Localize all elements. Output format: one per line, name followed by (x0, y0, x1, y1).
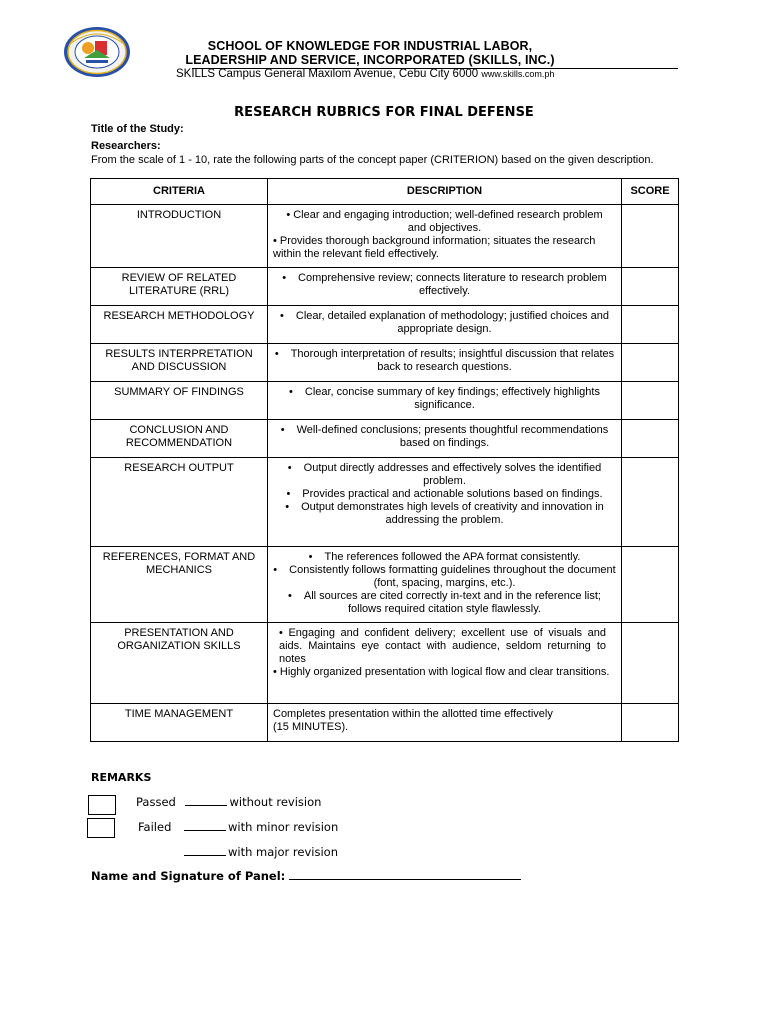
description-cell (268, 458, 622, 547)
criteria-text: RESULTS INTERPRETATION (105, 348, 253, 360)
description-item (273, 501, 616, 527)
criteria-text: INTRODUCTION (136, 209, 222, 221)
minor-revision-blank[interactable] (184, 820, 226, 831)
criteria-text: REFERENCES, FORMAT AND (102, 551, 256, 563)
description-item (273, 424, 616, 450)
description-cell (268, 205, 622, 268)
description-item (273, 462, 616, 488)
criteria-text: CONCLUSION AND (129, 424, 229, 436)
score-cell[interactable] (622, 382, 679, 420)
option-without-revision: without revision (229, 795, 322, 809)
remark-option-passed (136, 795, 321, 809)
table-row (91, 420, 679, 458)
description-item (273, 272, 616, 298)
table-header-row (91, 179, 679, 205)
description-item (273, 564, 616, 590)
criteria-cell (91, 268, 268, 306)
criteria-cell (91, 205, 268, 268)
score-cell[interactable] (622, 623, 679, 704)
criteria-cell (91, 458, 268, 547)
description-text: Output directly addresses and effectively solves the identified problem. (303, 462, 602, 487)
table-row (91, 268, 679, 306)
description-cell (268, 623, 622, 704)
description-text: • Provides thorough background information; situates the research within the relevant field effectively. (273, 235, 596, 260)
description-list (273, 386, 616, 412)
description-text: All sources are cited correctly in-text and in the reference list; follows required citation style flawlessly. (303, 590, 601, 615)
table-row (91, 704, 679, 742)
description-cell (268, 382, 622, 420)
passed-blank[interactable] (185, 795, 227, 806)
score-cell[interactable] (622, 205, 679, 268)
criteria-text: MECHANICS (145, 564, 212, 576)
description-text: (15 MINUTES). (273, 721, 349, 733)
description-list (273, 272, 616, 298)
score-cell[interactable] (622, 420, 679, 458)
criteria-cell (91, 344, 268, 382)
criteria-cell (91, 623, 268, 704)
description-text: Output demonstrates high levels of creativity and innovation in addressing the problem. (301, 501, 604, 526)
description-text: • Clear and engaging introduction; well-defined research problem and objectives. (286, 209, 603, 234)
table-row (91, 205, 679, 268)
criteria-text: REVIEW OF RELATED (121, 272, 237, 284)
description-text: • Engaging and confident delivery; excellent use of visuals and aids. Maintains eye contact with audience, seldom returning to notes (279, 627, 606, 665)
criteria-text: RESEARCH METHODOLOGY (103, 310, 255, 322)
score-cell[interactable] (622, 704, 679, 742)
criteria-header: CRITERIA (91, 179, 268, 205)
remark-option-failed (138, 820, 338, 834)
failed-label: Failed (138, 820, 172, 834)
document-title: RESEARCH RUBRICS FOR FINAL DEFENSE (234, 105, 534, 120)
school-name-line2: LEADERSHIP AND SERVICE, INCORPORATED (SKILLS, INC.) (185, 53, 555, 67)
description-cell (268, 704, 622, 742)
description-item (273, 310, 616, 336)
table-row (91, 344, 679, 382)
remark-option-major (184, 845, 338, 859)
description-cell (268, 547, 622, 623)
description-text: The references followed the APA format consistently. (324, 551, 581, 563)
description-cell (268, 420, 622, 458)
score-cell[interactable] (622, 547, 679, 623)
criteria-cell (91, 382, 268, 420)
description-list (273, 462, 616, 527)
signature-label: Name and Signature of Panel: (91, 869, 286, 883)
school-address (176, 68, 554, 80)
passed-checkbox[interactable] (88, 795, 116, 815)
description-text: • Highly organized presentation with logical flow and clear transitions. (273, 666, 610, 678)
description-text: Clear, detailed explanation of methodology; justified choices and appropriate design. (295, 310, 609, 335)
criteria-text: LITERATURE (RRL) (128, 285, 230, 297)
rubric-body (91, 205, 679, 742)
option-major-revision: with major revision (228, 845, 338, 859)
criteria-text: TIME MANAGEMENT (124, 708, 234, 720)
score-header: SCORE (622, 179, 679, 205)
description-text: Completes presentation within the allotted time effectively (273, 708, 553, 720)
panel-signature (91, 869, 521, 883)
description-text: Thorough interpretation of results; insightful discussion that relates back to research questions. (290, 348, 615, 373)
option-minor-revision: with minor revision (228, 820, 339, 834)
study-title-label: Title of the Study: (91, 123, 184, 135)
criteria-text: ORGANIZATION SKILLS (117, 640, 241, 652)
criteria-text: PRESENTATION AND (124, 627, 234, 639)
description-item (273, 551, 616, 564)
description-cell (268, 268, 622, 306)
major-revision-blank[interactable] (184, 845, 226, 856)
criteria-text: RESEARCH OUTPUT (124, 462, 234, 474)
passed-label: Passed (136, 795, 176, 809)
remarks-label: REMARKS (91, 771, 152, 784)
description-header: DESCRIPTION (268, 179, 622, 205)
criteria-text: SUMMARY OF FINDINGS (114, 386, 244, 398)
description-text: Comprehensive review; connects literature to research problem effectively. (298, 272, 607, 297)
description-list (273, 551, 616, 616)
description-cell (268, 344, 622, 382)
rubric-table (90, 178, 679, 742)
letterhead (62, 26, 678, 78)
criteria-text: AND DISCUSSION (131, 361, 227, 373)
criteria-cell (91, 547, 268, 623)
description-text: Well-defined conclusions; presents thoughtful recommendations based on findings. (296, 424, 609, 449)
failed-checkbox[interactable] (87, 818, 115, 838)
criteria-cell (91, 704, 268, 742)
description-item (273, 348, 616, 374)
description-list (273, 348, 616, 374)
table-row (91, 382, 679, 420)
description-text: Consistently follows formatting guidelines throughout the document (font, spacing, margins, etc.). (289, 564, 616, 589)
table-row (91, 458, 679, 547)
score-cell[interactable] (622, 344, 679, 382)
score-cell[interactable] (622, 458, 679, 547)
description-list (273, 424, 616, 450)
criteria-cell (91, 420, 268, 458)
description-text: Clear, concise summary of key findings; effectively highlights significance. (304, 386, 600, 411)
description-list (273, 310, 616, 336)
signature-line[interactable] (289, 869, 521, 880)
description-cell (268, 306, 622, 344)
address-text: SKILLS Campus General Maxilom Avenue, Cebu City 6000 (176, 68, 479, 80)
rating-instruction: From the scale of 1 - 10, rate the following parts of the concept paper (CRITERION) based on the given description. (91, 154, 654, 166)
table-row (91, 623, 679, 704)
score-cell[interactable] (622, 306, 679, 344)
criteria-text: RECOMMENDATION (125, 437, 233, 449)
description-item (273, 590, 616, 616)
website-link[interactable]: www.skills.com.ph (481, 69, 555, 79)
score-cell[interactable] (622, 268, 679, 306)
description-item (273, 488, 616, 501)
school-name-line1: SCHOOL OF KNOWLEDGE FOR INDUSTRIAL LABOR, (207, 39, 533, 53)
table-row (91, 547, 679, 623)
criteria-cell (91, 306, 268, 344)
description-text: Provides practical and actionable solutions based on findings. (302, 488, 603, 500)
table-row (91, 306, 679, 344)
description-item (273, 386, 616, 412)
researchers-label: Researchers: (91, 140, 161, 152)
